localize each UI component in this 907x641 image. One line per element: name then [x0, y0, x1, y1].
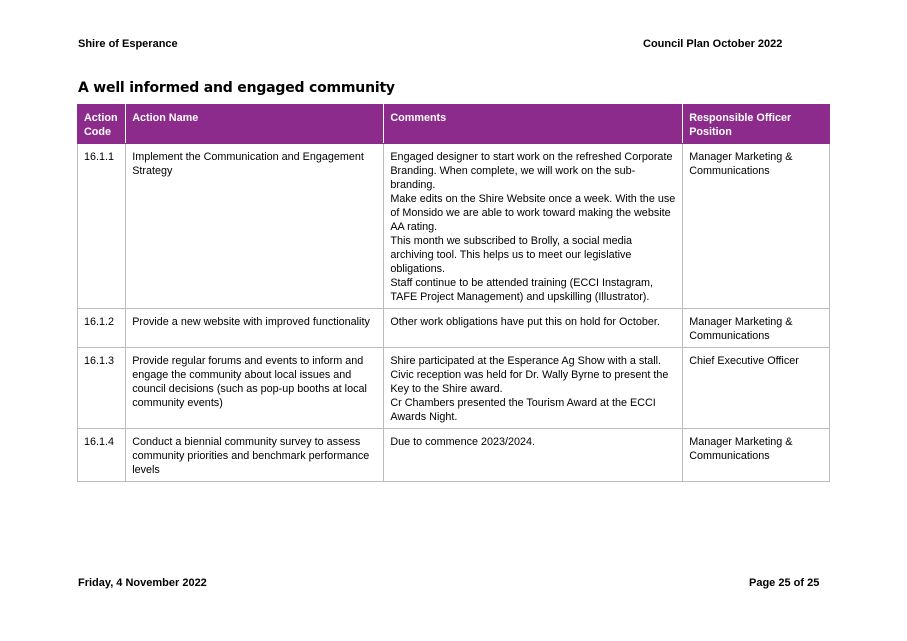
cell-action-code: 16.1.2	[78, 309, 126, 348]
comment-line: Shire participated at the Esperance Ag Show with a stall.	[390, 355, 662, 367]
cell-action-name: Conduct a biennial community survey to assess community priorities and benchmark performance levels	[126, 429, 384, 482]
cell-comments	[384, 144, 683, 309]
comment-line: Engaged designer to start work on the refreshed Corporate Branding. When complete, we will work on the sub-branding.	[390, 151, 673, 191]
header-action-code: Action Code	[78, 105, 126, 144]
comment-line: Cr Chambers presented the Tourism Award at the ECCI Awards Night.	[390, 397, 656, 423]
footer-date: Friday, 4 November 2022	[78, 577, 207, 589]
header-responsible-officer: Responsible Officer Position	[683, 105, 830, 144]
cell-action-code: 16.1.3	[78, 348, 126, 429]
organisation-name: Shire of Esperance	[78, 38, 178, 50]
table-row	[78, 429, 830, 482]
cell-action-code: 16.1.1	[78, 144, 126, 309]
cell-action-code: 16.1.4	[78, 429, 126, 482]
cell-responsible-officer: Chief Executive Officer	[683, 348, 830, 429]
cell-action-name: Implement the Communication and Engagement Strategy	[126, 144, 384, 309]
cell-responsible-officer: Manager Marketing & Communications	[683, 429, 830, 482]
table-row	[78, 309, 830, 348]
document-title: Council Plan October 2022	[643, 38, 783, 50]
cell-action-name: Provide a new website with improved functionality	[126, 309, 384, 348]
comment-line: This month we subscribed to Brolly, a social media archiving tool. This helps us to meet our legislative obligations.	[390, 235, 632, 275]
comment-line: Make edits on the Shire Website once a week. With the use of Monsido we are able to work toward making the website AA rating.	[390, 193, 676, 233]
table-row	[78, 144, 830, 309]
cell-comments	[384, 429, 683, 482]
comment-line: Civic reception was held for Dr. Wally Byrne to present the Key to the Shire award.	[390, 369, 669, 395]
table-row	[78, 348, 830, 429]
comment-line: Staff continue to be attended training (ECCI Instagram, TAFE Project Management) and upskilling (Illustrator).	[390, 277, 654, 303]
cell-responsible-officer: Manager Marketing & Communications	[683, 309, 830, 348]
cell-responsible-officer: Manager Marketing & Communications	[683, 144, 830, 309]
actions-table	[77, 104, 830, 482]
header-comments: Comments	[384, 105, 683, 144]
comment-line: Other work obligations have put this on hold for October.	[390, 316, 660, 328]
header-action-name: Action Name	[126, 105, 384, 144]
page-number: Page 25 of 25	[749, 577, 820, 589]
cell-comments	[384, 348, 683, 429]
table-header-row	[78, 105, 830, 144]
cell-action-name: Provide regular forums and events to inform and engage the community about local issues and council decisions (such as pop-up booths at local community events)	[126, 348, 384, 429]
cell-comments	[384, 309, 683, 348]
comment-line: Due to commence 2023/2024.	[390, 436, 536, 448]
section-title: A well informed and engaged community	[78, 80, 395, 96]
